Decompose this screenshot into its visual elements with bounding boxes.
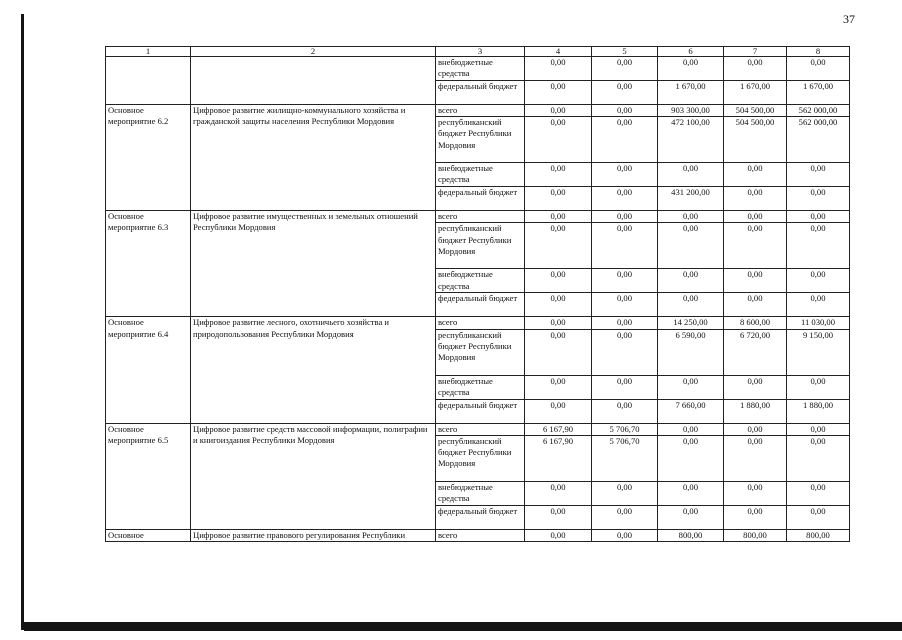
- amount-cell: 0,00: [525, 105, 592, 117]
- amount-cell: 1 880,00: [787, 399, 850, 423]
- activity-name-cell: Цифровое развитие жилищно-коммунального хозяйства и гражданской защиты населения Республики Мордовия: [191, 105, 436, 211]
- activity-code-cell: Основное мероприятие 6.4: [106, 317, 191, 423]
- amount-cell: 0,00: [724, 57, 787, 81]
- amount-cell: 0,00: [787, 223, 850, 269]
- table-row: [106, 105, 850, 117]
- amount-cell: 0,00: [525, 163, 592, 187]
- amount-cell: 0,00: [787, 293, 850, 317]
- amount-cell: 0,00: [724, 505, 787, 529]
- amount-cell: 0,00: [787, 505, 850, 529]
- amount-cell: 0,00: [525, 293, 592, 317]
- funding-source-cell: внебюджетные средства: [436, 375, 525, 399]
- amount-cell: 0,00: [592, 269, 658, 293]
- table-row: [106, 317, 850, 329]
- amount-cell: 0,00: [592, 81, 658, 105]
- amount-cell: 0,00: [724, 423, 787, 435]
- amount-cell: 0,00: [787, 211, 850, 223]
- amount-cell: 0,00: [525, 317, 592, 329]
- activity-code-cell: [106, 57, 191, 105]
- amount-cell: 0,00: [787, 163, 850, 187]
- column-number: 4: [525, 47, 592, 57]
- amount-cell: 0,00: [658, 375, 724, 399]
- funding-source-cell: федеральный бюджет: [436, 505, 525, 529]
- amount-cell: 0,00: [592, 187, 658, 211]
- amount-cell: 7 660,00: [658, 399, 724, 423]
- amount-cell: 0,00: [592, 529, 658, 541]
- page-number: 37: [843, 12, 855, 26]
- amount-cell: 0,00: [525, 187, 592, 211]
- amount-cell: 0,00: [592, 211, 658, 223]
- amount-cell: 0,00: [658, 505, 724, 529]
- amount-cell: 0,00: [724, 187, 787, 211]
- column-number: 2: [191, 47, 436, 57]
- funding-source-cell: внебюджетные средства: [436, 481, 525, 505]
- amount-cell: 1 880,00: [724, 399, 787, 423]
- amount-cell: 0,00: [787, 57, 850, 81]
- binding-edge-shadow: [21, 14, 24, 630]
- amount-cell: 0,00: [787, 375, 850, 399]
- amount-cell: 0,00: [724, 293, 787, 317]
- activity-name-cell: Цифровое развитие имущественных и земельных отношений Республики Мордовия: [191, 211, 436, 317]
- amount-cell: 504 500,00: [724, 105, 787, 117]
- amount-cell: 0,00: [658, 57, 724, 81]
- amount-cell: 562 000,00: [787, 105, 850, 117]
- amount-cell: 0,00: [724, 163, 787, 187]
- funding-source-cell: федеральный бюджет: [436, 399, 525, 423]
- amount-cell: 800,00: [724, 529, 787, 541]
- column-number: 3: [436, 47, 525, 57]
- amount-cell: 0,00: [525, 269, 592, 293]
- funding-source-cell: всего: [436, 317, 525, 329]
- amount-cell: 0,00: [787, 269, 850, 293]
- amount-cell: 0,00: [525, 505, 592, 529]
- amount-cell: 0,00: [658, 269, 724, 293]
- amount-cell: 504 500,00: [724, 117, 787, 163]
- amount-cell: 0,00: [592, 163, 658, 187]
- funding-source-cell: внебюджетные средства: [436, 163, 525, 187]
- funding-source-cell: федеральный бюджет: [436, 81, 525, 105]
- column-number-row: [106, 47, 850, 57]
- funding-source-cell: всего: [436, 529, 525, 541]
- funding-source-cell: республиканский бюджет Республики Мордовия: [436, 435, 525, 481]
- funding-source-cell: республиканский бюджет Республики Мордовия: [436, 223, 525, 269]
- amount-cell: 14 250,00: [658, 317, 724, 329]
- amount-cell: 0,00: [525, 481, 592, 505]
- amount-cell: 0,00: [724, 481, 787, 505]
- activity-code-cell: Основное мероприятие 6.5: [106, 423, 191, 529]
- column-number: 7: [724, 47, 787, 57]
- activity-name-cell: Цифровое развитие правового регулирования Республики: [191, 529, 436, 541]
- amount-cell: 0,00: [525, 329, 592, 375]
- amount-cell: 0,00: [658, 211, 724, 223]
- amount-cell: 0,00: [525, 399, 592, 423]
- amount-cell: 6 590,00: [658, 329, 724, 375]
- amount-cell: 6 167,90: [525, 435, 592, 481]
- amount-cell: 8 600,00: [724, 317, 787, 329]
- amount-cell: 0,00: [525, 529, 592, 541]
- activity-name-cell: Цифровое развитие средств массовой информации, полиграфии и книгоиздания Республики Мордовия: [191, 423, 436, 529]
- funding-source-cell: федеральный бюджет: [436, 187, 525, 211]
- amount-cell: 0,00: [787, 435, 850, 481]
- amount-cell: 0,00: [658, 163, 724, 187]
- amount-cell: 0,00: [787, 481, 850, 505]
- funding-source-cell: республиканский бюджет Республики Мордовия: [436, 329, 525, 375]
- amount-cell: 0,00: [592, 293, 658, 317]
- column-number: 8: [787, 47, 850, 57]
- amount-cell: 903 300,00: [658, 105, 724, 117]
- amount-cell: 5 706,70: [592, 435, 658, 481]
- column-number: 1: [106, 47, 191, 57]
- amount-cell: 0,00: [525, 375, 592, 399]
- amount-cell: 431 200,00: [658, 187, 724, 211]
- amount-cell: 0,00: [525, 223, 592, 269]
- amount-cell: 0,00: [787, 187, 850, 211]
- amount-cell: 0,00: [525, 117, 592, 163]
- amount-cell: 0,00: [724, 435, 787, 481]
- amount-cell: 0,00: [724, 223, 787, 269]
- table-row: [106, 57, 850, 81]
- amount-cell: 5 706,70: [592, 423, 658, 435]
- amount-cell: 562 000,00: [787, 117, 850, 163]
- budget-table: [105, 46, 850, 542]
- amount-cell: 6 167,90: [525, 423, 592, 435]
- amount-cell: 472 100,00: [658, 117, 724, 163]
- table-row: [106, 423, 850, 435]
- amount-cell: 0,00: [592, 399, 658, 423]
- amount-cell: 0,00: [525, 81, 592, 105]
- amount-cell: 800,00: [658, 529, 724, 541]
- amount-cell: 0,00: [787, 423, 850, 435]
- activity-name-cell: Цифровое развитие лесного, охотничьего хозяйства и природопользования Республики Мордовия: [191, 317, 436, 423]
- amount-cell: 1 670,00: [787, 81, 850, 105]
- amount-cell: 0,00: [724, 211, 787, 223]
- amount-cell: 0,00: [658, 423, 724, 435]
- activity-code-cell: Основное мероприятие 6.3: [106, 211, 191, 317]
- amount-cell: 1 670,00: [658, 81, 724, 105]
- funding-source-cell: всего: [436, 105, 525, 117]
- funding-source-cell: внебюджетные средства: [436, 57, 525, 81]
- amount-cell: 6 720,00: [724, 329, 787, 375]
- amount-cell: 0,00: [724, 375, 787, 399]
- table-row: [106, 211, 850, 223]
- amount-cell: 9 150,00: [787, 329, 850, 375]
- amount-cell: 0,00: [592, 105, 658, 117]
- amount-cell: 0,00: [592, 223, 658, 269]
- amount-cell: 0,00: [592, 505, 658, 529]
- funding-source-cell: всего: [436, 423, 525, 435]
- amount-cell: 0,00: [525, 211, 592, 223]
- amount-cell: 0,00: [525, 57, 592, 81]
- amount-cell: 1 670,00: [724, 81, 787, 105]
- funding-source-cell: федеральный бюджет: [436, 293, 525, 317]
- column-number: 5: [592, 47, 658, 57]
- funding-source-cell: внебюджетные средства: [436, 269, 525, 293]
- column-number: 6: [658, 47, 724, 57]
- amount-cell: 11 030,00: [787, 317, 850, 329]
- amount-cell: 0,00: [658, 481, 724, 505]
- amount-cell: 0,00: [592, 329, 658, 375]
- amount-cell: 0,00: [724, 269, 787, 293]
- funding-source-cell: республиканский бюджет Республики Мордовия: [436, 117, 525, 163]
- amount-cell: 0,00: [658, 435, 724, 481]
- amount-cell: 800,00: [787, 529, 850, 541]
- amount-cell: 0,00: [592, 117, 658, 163]
- amount-cell: 0,00: [592, 375, 658, 399]
- amount-cell: 0,00: [658, 293, 724, 317]
- amount-cell: 0,00: [592, 481, 658, 505]
- amount-cell: 0,00: [592, 57, 658, 81]
- funding-source-cell: всего: [436, 211, 525, 223]
- amount-cell: 0,00: [592, 317, 658, 329]
- scan-bottom-edge: [24, 622, 902, 631]
- activity-code-cell: Основное мероприятие 6.2: [106, 105, 191, 211]
- activity-name-cell: [191, 57, 436, 105]
- table-row: [106, 529, 850, 541]
- activity-code-cell: Основное: [106, 529, 191, 541]
- amount-cell: 0,00: [658, 223, 724, 269]
